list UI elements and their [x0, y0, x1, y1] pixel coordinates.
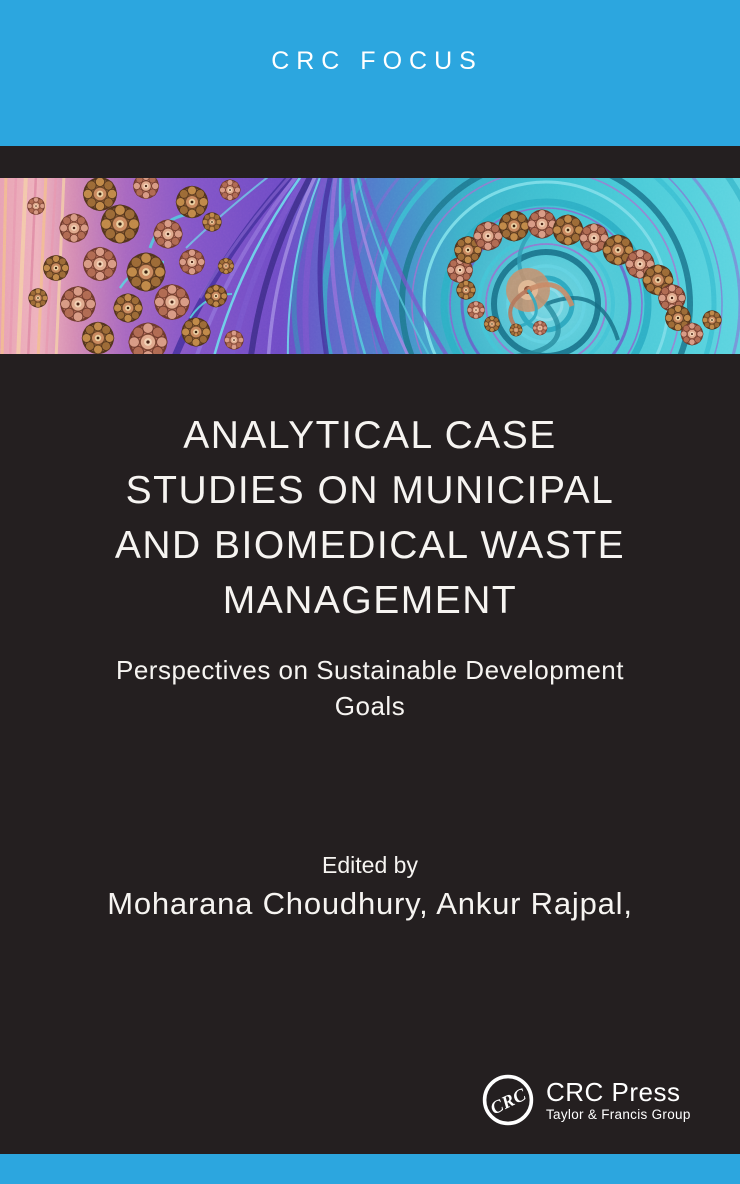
- subtitle-line: Perspectives on Sustainable Development: [115, 655, 624, 685]
- book-title: [30, 408, 710, 628]
- series-band: [0, 0, 740, 146]
- bottom-accent-band: [0, 1154, 740, 1184]
- subtitle-line: Goals: [334, 691, 406, 721]
- publisher-name: CRC Press: [546, 1076, 681, 1107]
- authors-line: Moharana Choudhury, Ankur Rajpal,: [107, 886, 633, 921]
- series-label: CRC FOCUS: [271, 46, 483, 75]
- book-subtitle: [50, 652, 690, 724]
- title-line: ANALYTICAL CASE: [183, 414, 557, 457]
- title-line: STUDIES ON MUNICIPAL: [125, 469, 615, 512]
- title-line: MANAGEMENT: [222, 579, 518, 622]
- publisher-logo: [481, 1073, 691, 1127]
- publisher-group-name: Taylor & Francis Group: [546, 1106, 691, 1122]
- fractal-spiral-artwork: [0, 178, 740, 354]
- crc-monogram-text: CRC: [486, 1083, 530, 1119]
- title-line: AND BIOMEDICAL WASTE: [114, 524, 626, 567]
- crc-monogram-icon: [481, 1073, 535, 1127]
- edited-by-label: Edited by: [322, 852, 418, 878]
